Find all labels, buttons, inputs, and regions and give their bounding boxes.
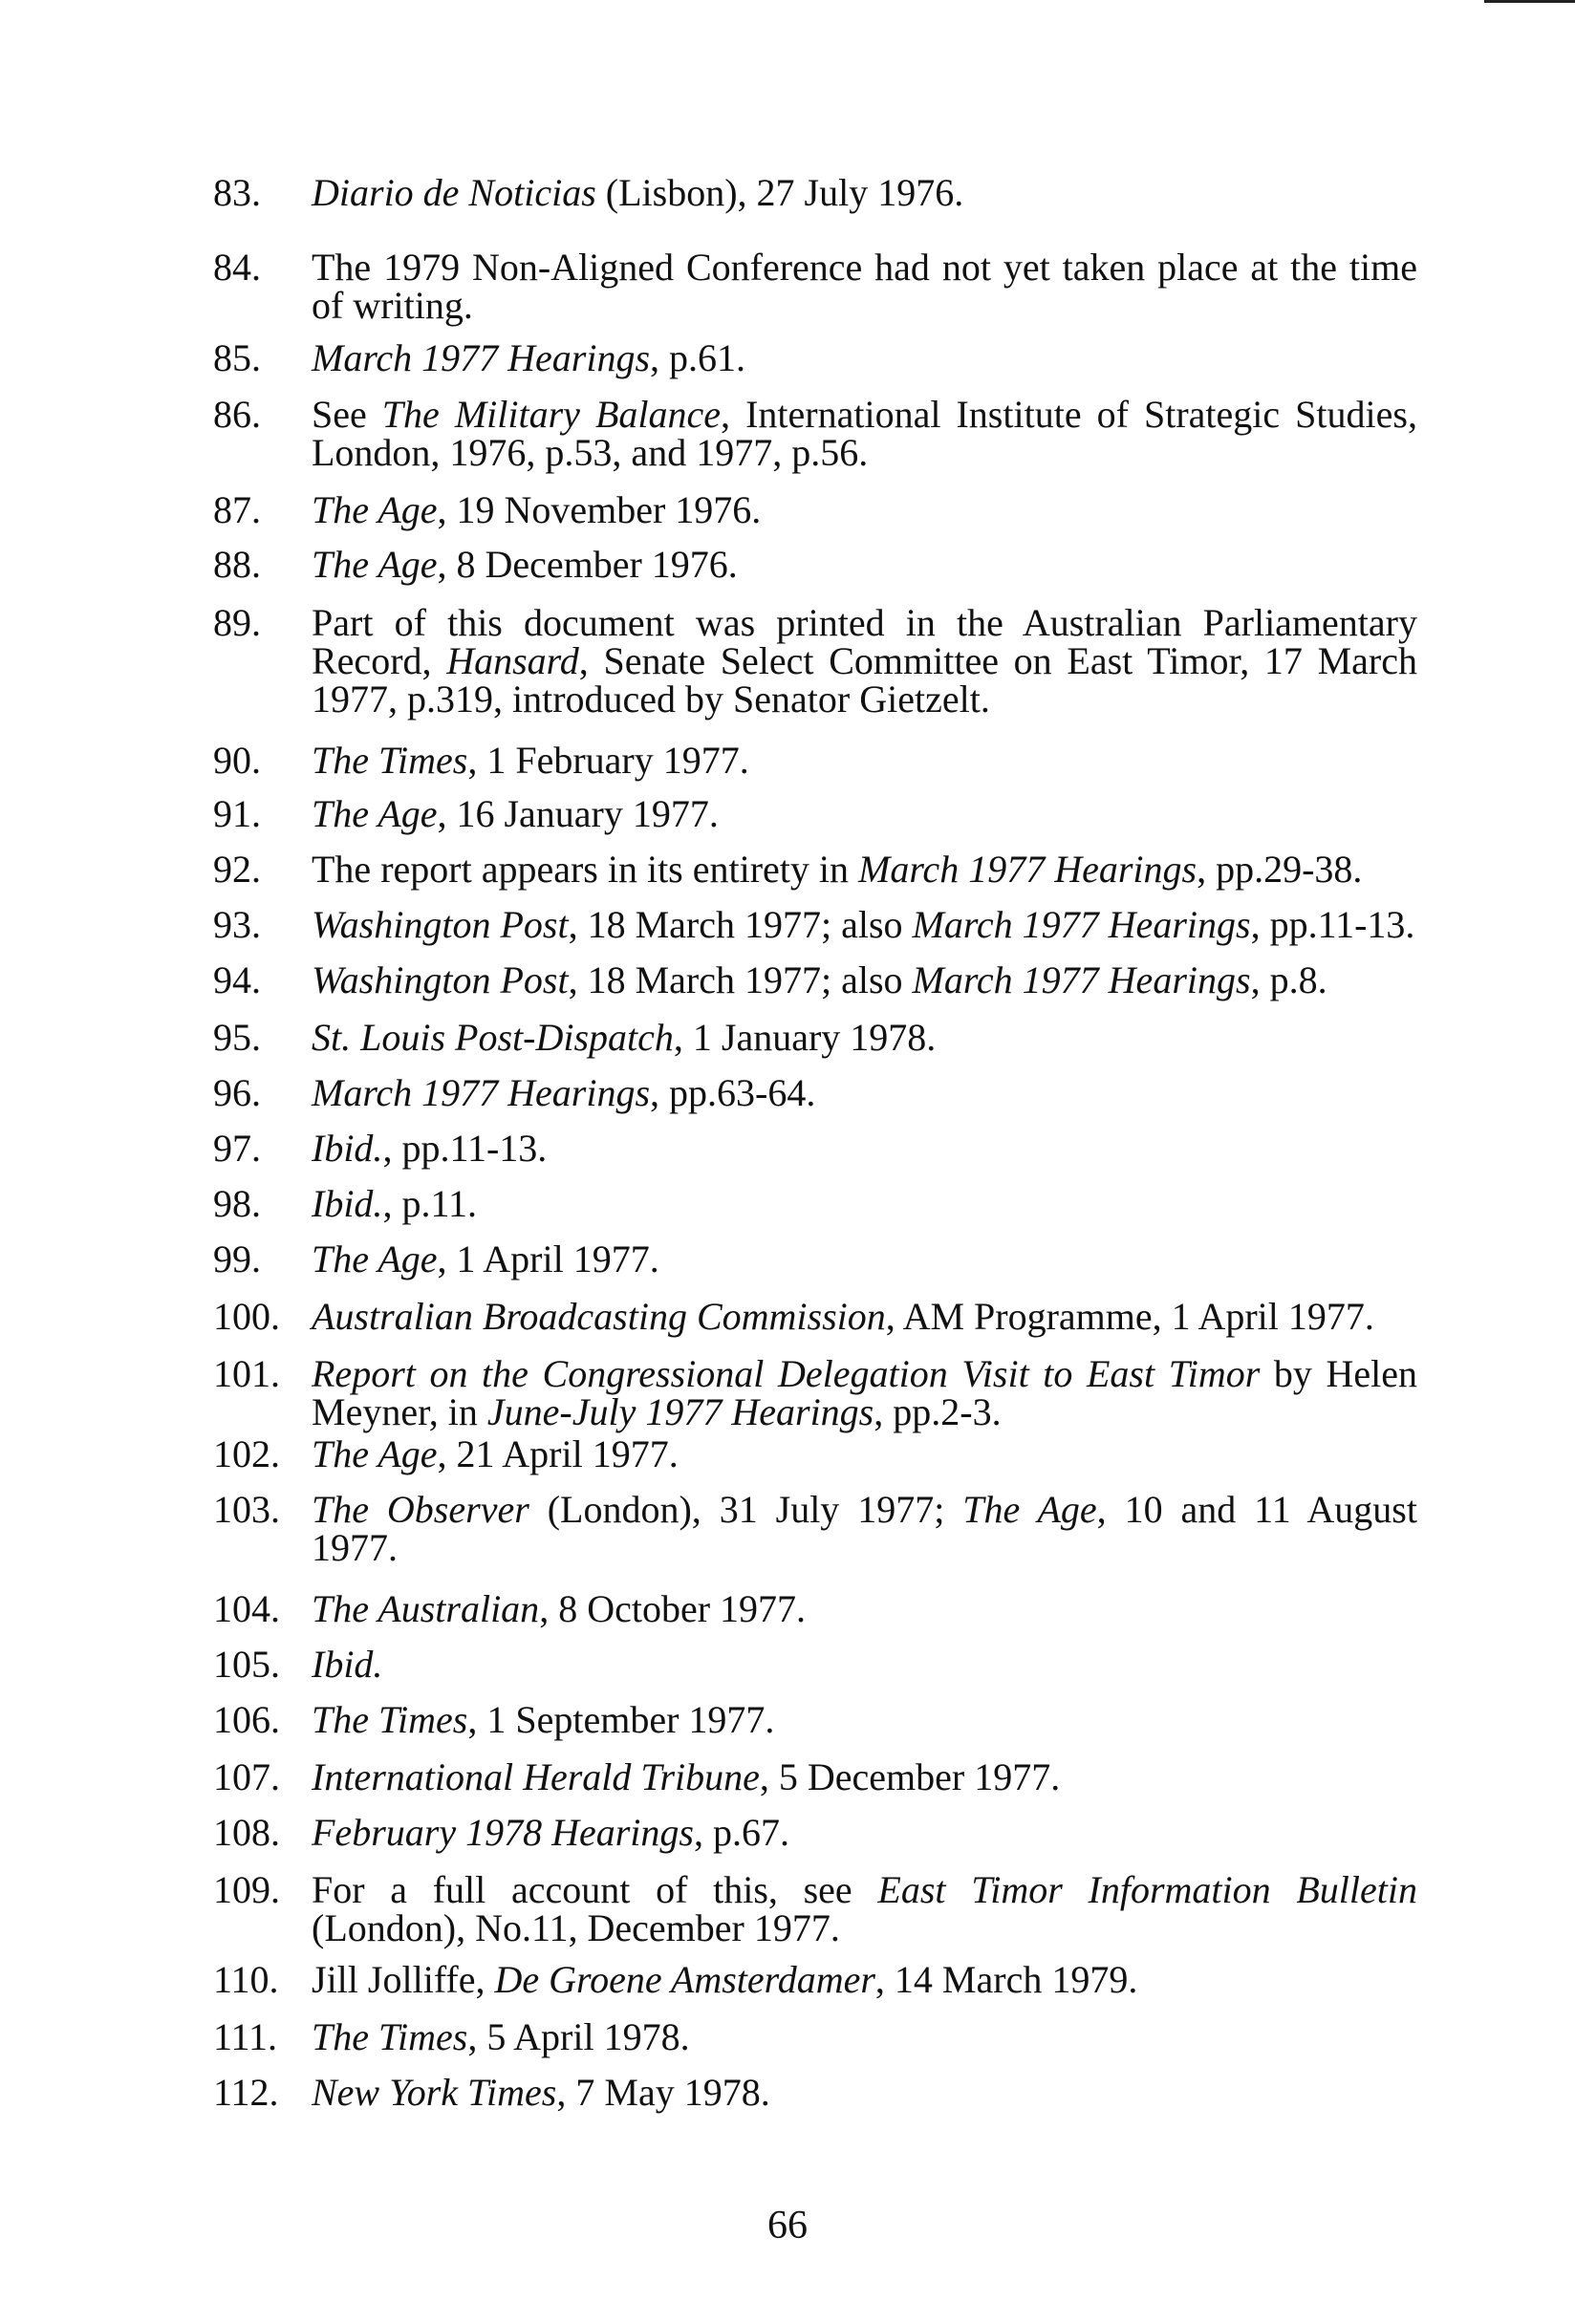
endnote-number: 102.	[213, 1432, 280, 1475]
endnote-text	[312, 850, 1417, 889]
citation-text: , pp.11-13.	[382, 1127, 548, 1170]
citation-text: , 1 April 1977.	[437, 1237, 659, 1280]
endnote-number: 93.	[213, 903, 261, 946]
italic-title: March 1977 Hearings	[912, 958, 1251, 1001]
endnote-text	[312, 1868, 1417, 1949]
endnote-item	[213, 171, 1417, 214]
citation-text: , 1 January 1978.	[673, 1016, 937, 1059]
endnote-text	[312, 1755, 1417, 1798]
citation-text: by Helen Meyner, in	[312, 1352, 1417, 1433]
endnote-item	[213, 336, 1417, 379]
endnote-number: 105.	[213, 1643, 280, 1686]
endnote-item	[213, 1488, 1417, 1569]
citation-text: , pp.11-13.	[1250, 903, 1415, 946]
endnote-text	[312, 739, 1417, 782]
italic-title: Report on the Congressional Delegation Visit to East Timor	[312, 1352, 1261, 1395]
citation-text: , p.8.	[1250, 958, 1327, 1001]
endnote-text	[312, 1958, 1417, 2001]
endnote-text	[312, 1295, 1417, 1338]
italic-title: International Herald Tribune	[312, 1755, 760, 1798]
endnote-number: 87.	[213, 488, 261, 531]
citation-text: , 10 and 11 August 1977.	[312, 1488, 1417, 1569]
endnote-text	[312, 1182, 1417, 1225]
citation-text: , 1 September 1977.	[467, 1698, 775, 1741]
italic-title: March 1977 Hearings	[858, 848, 1197, 891]
italic-title: The Times	[312, 739, 468, 782]
endnote-text	[312, 248, 1417, 325]
endnote-item	[213, 488, 1417, 531]
endnote-item	[213, 1182, 1417, 1225]
italic-title: The Times	[312, 1698, 468, 1741]
endnote-text	[312, 1016, 1417, 1059]
endnote-item	[213, 1698, 1417, 1741]
citation-text: (London), No.11, December 1977.	[312, 1906, 840, 1949]
endnote-text	[312, 601, 1417, 721]
citation-text: For a full account of this, see	[312, 1868, 878, 1911]
endnote-number: 112.	[213, 2071, 279, 2114]
endnote-text	[312, 1352, 1417, 1433]
italic-title: The Times	[312, 2015, 468, 2058]
endnote-item	[213, 393, 1417, 474]
endnote-item	[213, 1016, 1417, 1059]
endnote-item	[213, 792, 1417, 835]
endnote-number: 101.	[213, 1352, 280, 1395]
italic-title: The Military Balance	[381, 393, 722, 436]
citation-text: , pp.63-64.	[650, 1071, 816, 1114]
endnote-item	[213, 1811, 1417, 1854]
endnote-item	[213, 1432, 1417, 1475]
endnote-number: 84.	[213, 246, 261, 289]
endnote-text	[312, 1587, 1417, 1630]
endnote-number: 104.	[213, 1587, 280, 1630]
endnote-item	[213, 1587, 1417, 1630]
citation-text: , 19 November 1976.	[437, 488, 762, 531]
endnote-number: 90.	[213, 739, 261, 782]
endnote-item	[213, 2015, 1417, 2058]
endnote-number: 108.	[213, 1811, 280, 1854]
citation-text: , pp.2-3.	[874, 1390, 1002, 1433]
endnote-number: 109.	[213, 1868, 280, 1911]
italic-title: Washington Post	[312, 958, 569, 1001]
citation-text: , p.67.	[693, 1811, 789, 1854]
italic-title: March 1977 Hearings	[312, 336, 651, 379]
endnote-text	[312, 1237, 1417, 1280]
endnote-item	[213, 903, 1417, 946]
citation-text: , 18 March 1977; also	[568, 903, 913, 946]
citation-text: , p.11.	[382, 1182, 477, 1225]
citation-text: , AM Programme, 1 April 1977.	[885, 1295, 1374, 1338]
endnote-item	[213, 543, 1417, 586]
italic-title: Ibid.	[312, 1182, 383, 1225]
italic-title: February 1978 Hearings	[312, 1811, 694, 1854]
italic-title: The Age	[312, 1237, 438, 1280]
italic-title: New York Times	[312, 2071, 557, 2114]
citation-text: , 18 March 1977; also	[568, 958, 913, 1001]
endnote-text	[312, 2071, 1417, 2114]
endnote-number: 100.	[213, 1295, 280, 1338]
citation-text: , 5 April 1978.	[467, 2015, 690, 2058]
endnote-text	[312, 1071, 1417, 1114]
endnote-text	[312, 1488, 1417, 1569]
citation-text: , 8 October 1977.	[539, 1587, 807, 1630]
italic-title: St. Louis Post-Dispatch	[312, 1016, 674, 1059]
italic-title: The Australian	[312, 1587, 540, 1630]
endnote-text	[312, 1811, 1417, 1854]
endnote-text	[312, 1127, 1417, 1170]
citation-text: (Lisbon), 27 July 1976.	[595, 171, 964, 214]
italic-title: The Age	[962, 1488, 1097, 1531]
endnote-item	[213, 958, 1417, 1001]
citation-text: , 16 January 1977.	[437, 792, 719, 835]
endnote-text	[312, 1432, 1417, 1475]
italic-title: The Observer	[312, 1488, 529, 1531]
endnote-number: 83.	[213, 171, 261, 214]
endnote-item	[213, 248, 1417, 325]
endnote-text	[312, 393, 1417, 474]
endnote-number: 96.	[213, 1071, 261, 1114]
endnote-number: 99.	[213, 1237, 261, 1280]
italic-title: The Age	[312, 543, 438, 586]
endnote-item	[213, 1868, 1417, 1949]
endnote-number: 94.	[213, 958, 261, 1001]
endnote-item	[213, 1958, 1417, 2001]
citation-text: Part of this document was printed in the Australian Parliamentary Record,	[312, 601, 1417, 682]
endnote-number: 111.	[213, 2015, 278, 2058]
endnote-item	[213, 850, 1417, 889]
italic-title: Ibid.	[312, 1643, 383, 1686]
endnote-number: 106.	[213, 1698, 280, 1741]
citation-text: , 7 May 1978.	[556, 2071, 770, 2114]
italic-title: Ibid.	[312, 1127, 383, 1170]
endnote-text	[312, 336, 1417, 379]
page-number: 66	[767, 2204, 808, 2248]
top-edge-rule	[1484, 0, 1575, 3]
citation-text: , 1 February 1977.	[467, 739, 749, 782]
italic-title: Diario de Noticias	[312, 171, 596, 214]
citation-text: The 1979 Non-Aligned Conference had not yet taken place at the time of writing.	[312, 246, 1417, 327]
endnote-item	[213, 2071, 1417, 2114]
citation-text: , p.61.	[650, 336, 746, 379]
endnote-text	[312, 1698, 1417, 1741]
endnote-text	[312, 488, 1417, 531]
endnote-number: 85.	[213, 336, 261, 379]
endnote-text	[312, 958, 1417, 1001]
endnote-text	[312, 792, 1417, 835]
citation-text: (London), 31 July 1977;	[529, 1488, 963, 1531]
italic-title: March 1977 Hearings	[312, 1071, 651, 1114]
endnote-item	[213, 739, 1417, 782]
endnote-number: 86.	[213, 393, 261, 436]
italic-title: June-July 1977 Hearings	[486, 1390, 874, 1433]
citation-text: The report appears in its entirety in	[312, 848, 859, 891]
citation-text: , Senate Select Committee on East Timor, 17 March 1977, p.319, introduced by Senator Gietzelt.	[312, 639, 1417, 721]
citation-text: See	[312, 393, 382, 436]
italic-title: The Age	[312, 488, 438, 531]
endnote-text	[312, 543, 1417, 586]
italic-title: Australian Broadcasting Commission	[312, 1295, 886, 1338]
citation-text: , 8 December 1976.	[437, 543, 738, 586]
endnote-number: 98.	[213, 1182, 261, 1225]
endnote-text	[312, 171, 1417, 214]
endnote-item	[213, 1643, 1417, 1686]
italic-title: The Age	[312, 1432, 438, 1475]
endnote-text	[312, 903, 1417, 946]
citation-text: Jill Jolliffe,	[312, 1958, 495, 2001]
italic-title: Washington Post	[312, 903, 569, 946]
citation-text: , 5 December 1977.	[759, 1755, 1061, 1798]
endnote-number: 107.	[213, 1755, 280, 1798]
endnote-number: 97.	[213, 1127, 261, 1170]
endnote-number: 88.	[213, 543, 261, 586]
endnote-item	[213, 1295, 1417, 1338]
endnote-number: 92.	[213, 848, 261, 891]
italic-title: The Age	[312, 792, 438, 835]
endnote-number: 95.	[213, 1016, 261, 1059]
endnote-item	[213, 1071, 1417, 1114]
endnote-item	[213, 1237, 1417, 1280]
endnote-text	[312, 1643, 1417, 1686]
endnote-item	[213, 1755, 1417, 1798]
citation-text: , International Institute of Strategic Studies, London, 1976, p.53, and 1977, p.56.	[312, 393, 1417, 474]
italic-title: East Timor Information Bulletin	[877, 1868, 1417, 1911]
citation-text: , 14 March 1979.	[874, 1958, 1138, 2001]
endnote-number: 89.	[213, 601, 261, 644]
citation-text: , 21 April 1977.	[437, 1432, 679, 1475]
endnote-number: 110.	[213, 1958, 279, 2001]
endnote-item	[213, 1127, 1417, 1170]
italic-title: Hansard	[446, 639, 579, 682]
citation-text: , pp.29-38.	[1197, 848, 1363, 891]
endnote-item	[213, 601, 1417, 721]
endnote-text	[312, 2015, 1417, 2058]
endnote-item	[213, 1352, 1417, 1433]
italic-title: March 1977 Hearings	[912, 903, 1251, 946]
endnote-number: 103.	[213, 1488, 280, 1531]
endnote-number: 91.	[213, 792, 261, 835]
italic-title: De Groene Amsterdamer	[494, 1958, 875, 2001]
